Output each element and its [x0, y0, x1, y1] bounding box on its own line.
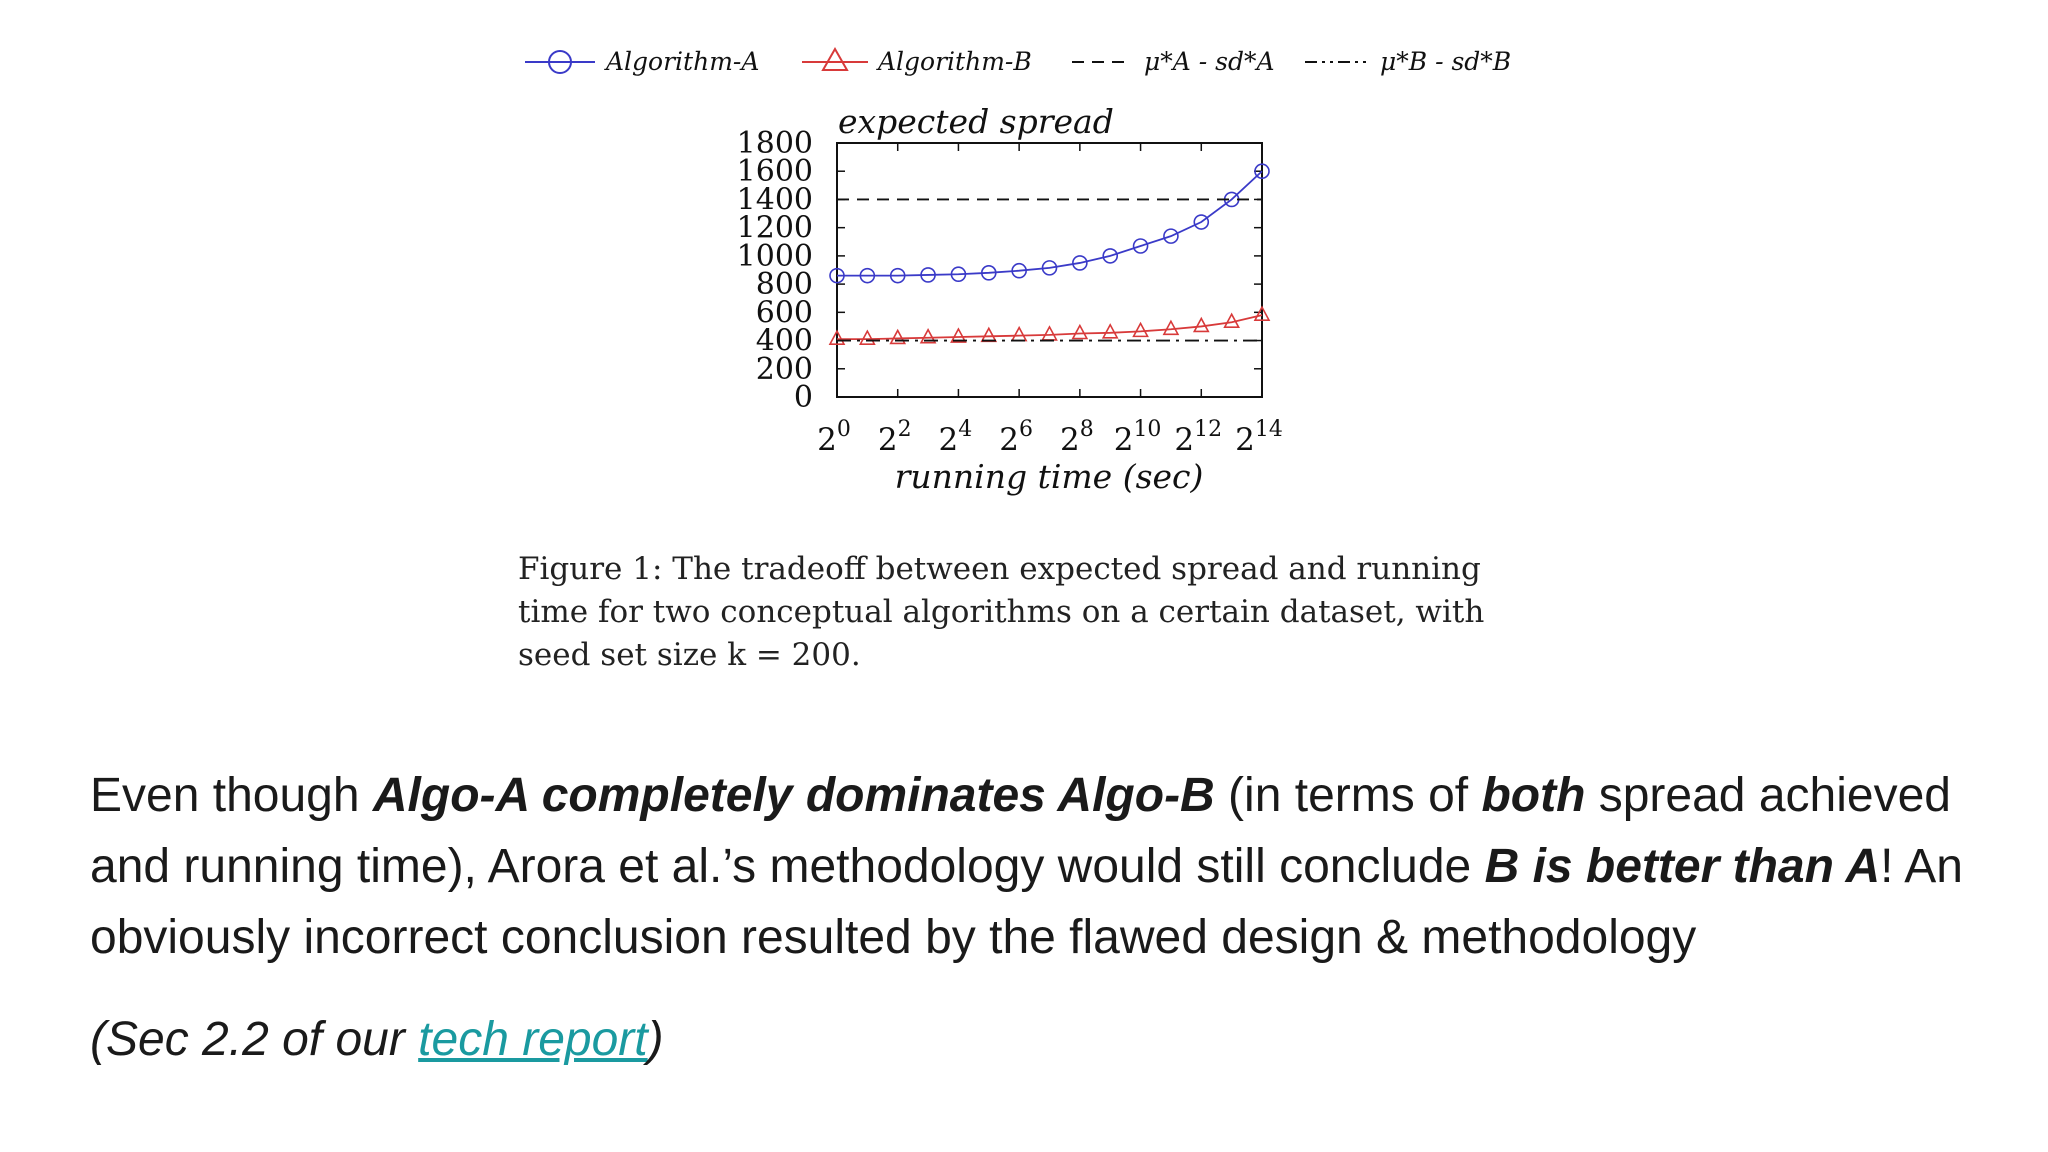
body-paragraph — [90, 760, 1990, 973]
y-tick-label: 1800 — [736, 126, 813, 161]
body-text: Even though — [90, 769, 373, 822]
data-point — [982, 328, 996, 341]
x-tick-label: $2^2$ — [877, 417, 912, 458]
y-tick-label: 400 — [755, 323, 813, 359]
y-tick-label: 1600 — [736, 154, 813, 190]
data-point — [891, 330, 905, 343]
y-axis — [737, 126, 1262, 415]
y-tick-label: 1200 — [736, 210, 813, 246]
data-point — [860, 331, 874, 344]
data-point — [1134, 323, 1148, 336]
x-tick-label: $2^{10}$ — [1113, 417, 1162, 458]
body-emphasis: both — [1481, 769, 1586, 822]
y-tick-label: 1000 — [736, 238, 813, 274]
legend-label: Algorithm-B — [878, 47, 1032, 76]
x-tick-label: $2^4$ — [938, 417, 973, 458]
body-text: (in terms of — [1214, 769, 1482, 822]
body-emphasis: Algo-A completely dominates Algo-B — [372, 769, 1215, 822]
body-text: spread achieved and running time), Arora et al.’s methodology would still conclude — [90, 769, 1951, 893]
data-point — [1164, 321, 1178, 334]
series-layer — [830, 164, 1269, 344]
y-tick-label: 0 — [793, 380, 813, 415]
chart-title: expected spread — [838, 102, 1114, 141]
chart — [0, 0, 2048, 540]
legend-label: Algorithm-A — [606, 47, 760, 76]
body-text: ! An obviously incorrect conclusion resulted by the flawed design & methodology — [90, 840, 1963, 964]
x-tick-label: $2^8$ — [1059, 417, 1094, 458]
tech-report-link[interactable]: tech report — [418, 1013, 648, 1066]
legend-label: μ*A - sd*A — [1144, 47, 1275, 76]
x-axis — [817, 143, 1283, 458]
x-axis-title: running time (sec) — [894, 457, 1204, 496]
figure-caption: Figure 1: The tradeoff between expected spread and running time for two conceptual algorithms on a certain dataset, with seed set size k = 200. — [518, 551, 1485, 673]
body-emphasis: B is better than A — [1484, 840, 1881, 893]
y-tick-label: 800 — [755, 267, 813, 303]
data-point — [1012, 328, 1026, 341]
reference-note — [90, 1012, 664, 1067]
note-suffix: ) — [647, 1013, 664, 1066]
x-tick-label: $2^6$ — [999, 417, 1034, 458]
y-tick-label: 1400 — [736, 182, 813, 218]
chart-legend — [525, 47, 1511, 76]
y-tick-label: 600 — [755, 295, 813, 331]
series-line — [837, 171, 1262, 275]
x-tick-label: $2^0$ — [817, 417, 851, 458]
y-tick-label: 200 — [755, 351, 813, 387]
legend-label: μ*B - sd*B — [1380, 47, 1512, 76]
data-point — [1043, 327, 1057, 340]
data-point — [1073, 326, 1087, 339]
x-tick-label: $2^{14}$ — [1235, 417, 1283, 458]
note-prefix: (Sec 2.2 of our — [90, 1013, 419, 1066]
data-point — [1103, 325, 1117, 338]
legend-marker — [823, 49, 847, 70]
x-tick-label: $2^{12}$ — [1174, 417, 1223, 458]
